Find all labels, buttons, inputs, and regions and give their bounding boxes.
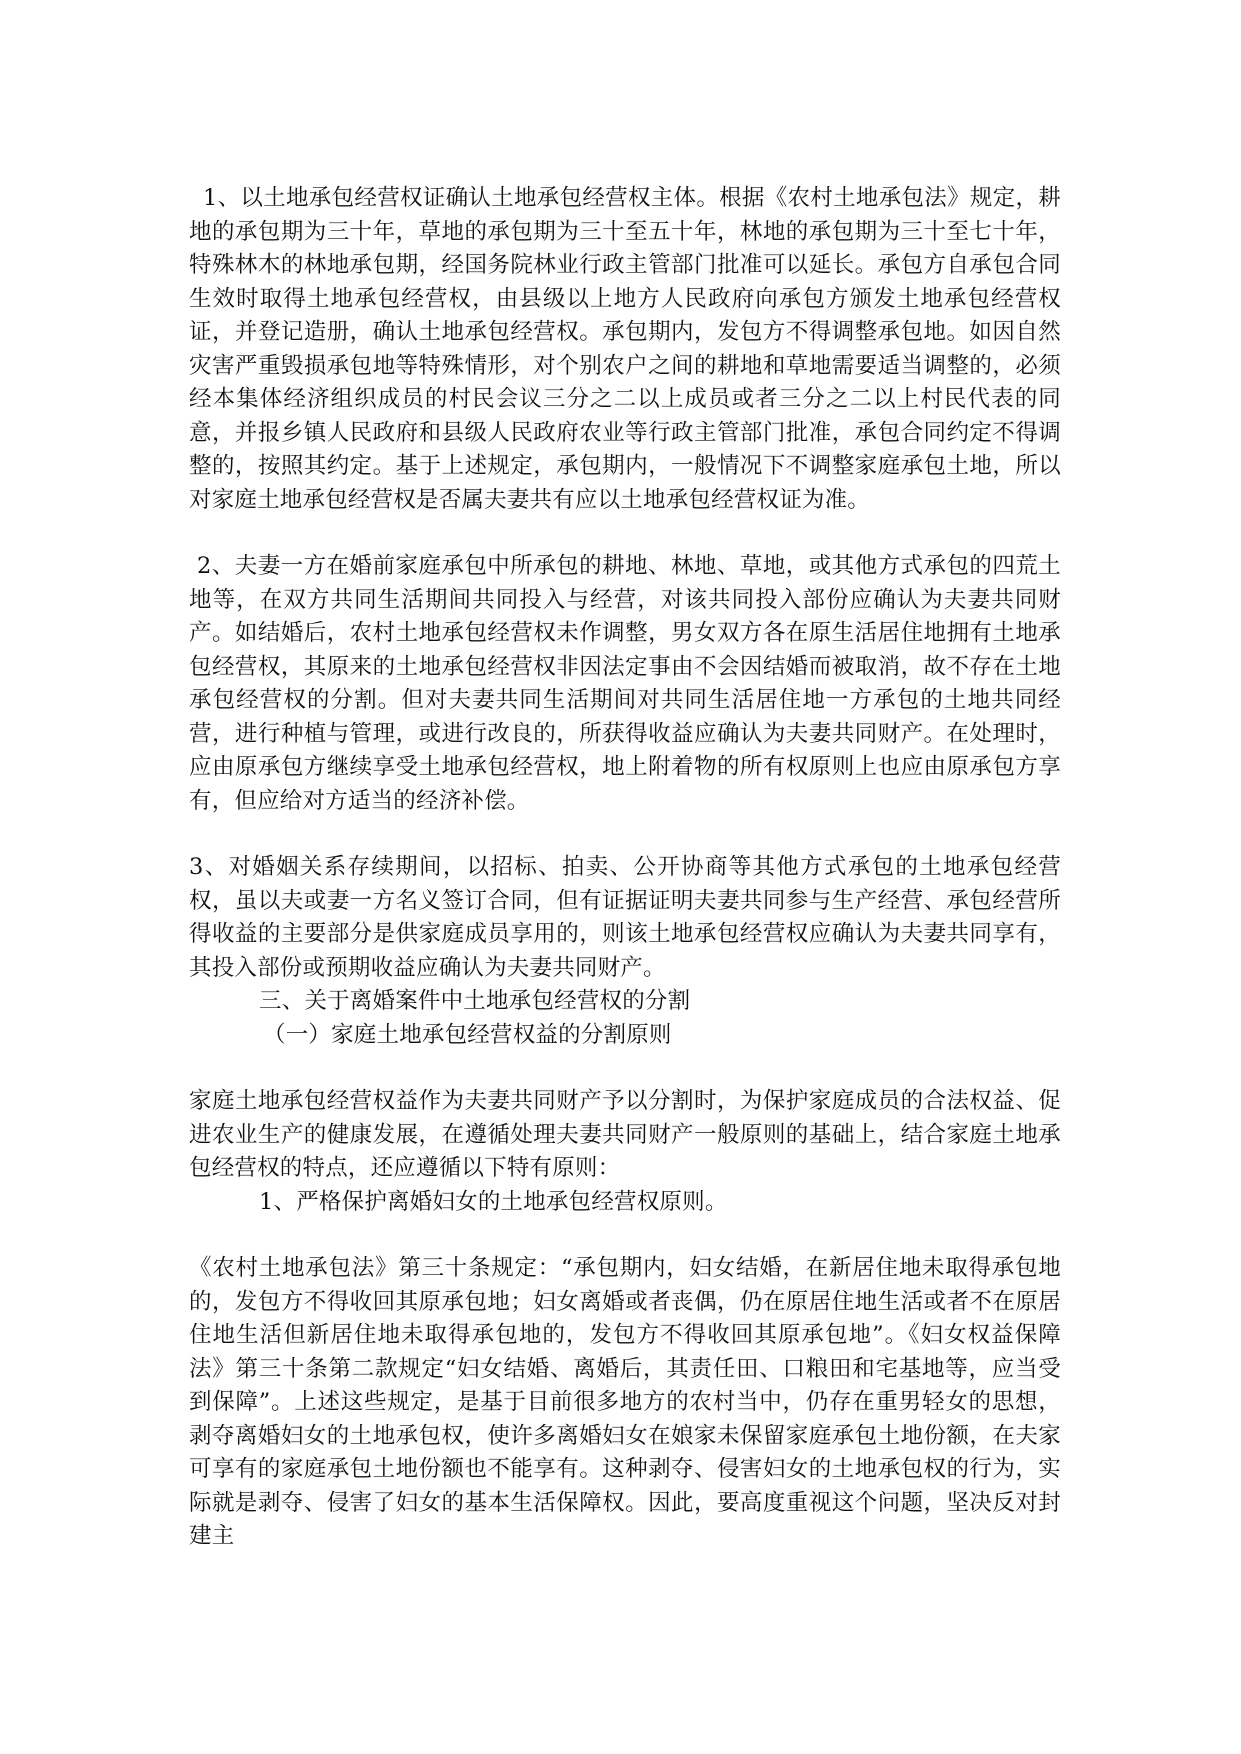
document-body <box>189 182 1061 1554</box>
subsection-heading-division-principles: （一）家庭土地承包经营权益的分割原则 <box>263 1021 672 1048</box>
paragraph-division-principles: 家庭土地承包经营权益作为夫妻共同财产予以分割时，为保护家庭成员的合法权益、促进农业生产的健康发展，在遵循处理夫妻共同财产一般原则的基础上，结合家庭土地承包经营权的特点，还应遵循以下特有原则： <box>189 1088 1061 1181</box>
paragraph-marriage-period-contract: 3、对婚姻关系存续期间，以招标、拍卖、公开协商等其他方式承包的土地承包经营权，虽以夫或妻一方名义签订合同，但有证据证明夫妻共同参与生产经营、承包经营所得收益的主要部分是供家庭成员享用的，则该土地承包经营权应确认为夫妻共同享有，其投入部份或预期收益应确认为夫妻共同财产。 <box>189 854 1061 981</box>
paragraph-land-contract-certificate: 1、以土地承包经营权证确认土地承包经营权主体。根据《农村土地承包法》规定，耕地的承包期为三十年，草地的承包期为三十至五十年，林地的承包期为三十至七十年，特殊林木的林地承包期，经国务院林业行政主管部门批准可以延长。承包方自承包合同生效时取得土地承包经营权，由县级以上地方人民政府向承包方颁发土地承包经营权证，并登记造册，确认土地承包经营权。承包期内，发包方不得调整承包地。如因自然灾害严重毁损承包地等特殊情形，对个别农户之间的耕地和草地需要适当调整的，必须经本集体经济组织成员的村民会议三分之二以上成员或者三分之二以上村民代表的同意，并报乡镇人民政府和县级人民政府农业等行政主管部门批准，承包合同约定不得调整的，按照其约定。基于上述规定，承包期内，一般情况下不调整家庭承包土地，所以对家庭土地承包经营权是否属夫妻共有应以土地承包经营权证为准。 <box>189 185 1061 513</box>
paragraph-gap <box>189 1219 1061 1252</box>
paragraph-legal-provisions: 《农村土地承包法》第三十条规定：“承包期内，妇女结婚，在新居住地未取得承包地的，发包方不得收回其原承包地；妇女离婚或者丧偶，仍在原居住地生活或者不在原居住地生活但新居住地未取得承包地的，发包方不得收回其原承包地”。《妇女权益保障法》第三十条第二款规定“妇女结婚、离婚后，其责任田、口粮田和宅基地等，应当受到保障”。上述这些规定，是基于目前很多地方的农村当中，仍存在重男轻女的思想，剥夺离婚妇女的土地承包权，使许多离婚妇女在娘家未保留家庭承包土地份额，在夫家可享有的家庭承包土地份额也不能享有。这种剥夺、侵害妇女的土地承包权的行为，实际就是剥夺、侵害了妇女的基本生活保障权。因此，要高度重视这个问题，坚决反对封建主 <box>189 1255 1061 1549</box>
paragraph-gap <box>189 818 1061 851</box>
paragraph-premarital-contract: 2、夫妻一方在婚前家庭承包中所承包的耕地、林地、草地，或其他方式承包的四荒土地等，在双方共同生活期间共同投入与经营，对该共同投入部份应确认为夫妻共同财产。如结婚后，农村土地承包经营权未作调整，男女双方各在原生活居住地拥有土地承包经营权，其原来的土地承包经营权非因法定事由不会因结婚而被取消，故不存在土地承包经营权的分割。但对夫妻共同生活期间对共同生活居住地一方承包的土地共同经营，进行种植与管理，或进行改良的，所获得收益应确认为夫妻共同财产。在处理时，应由原承包方继续享受土地承包经营权，地上附着物的所有权原则上也应由原承包方享有，但应给对方适当的经济补偿。 <box>189 553 1061 814</box>
section-heading-divorce-division: 三、关于离婚案件中土地承包经营权的分割 <box>259 988 691 1014</box>
paragraph-gap <box>189 517 1061 550</box>
principle-heading-protect-women: 1、严格保护离婚妇女的土地承包经营权原则。 <box>259 1188 728 1215</box>
paragraph-gap <box>189 1052 1061 1085</box>
